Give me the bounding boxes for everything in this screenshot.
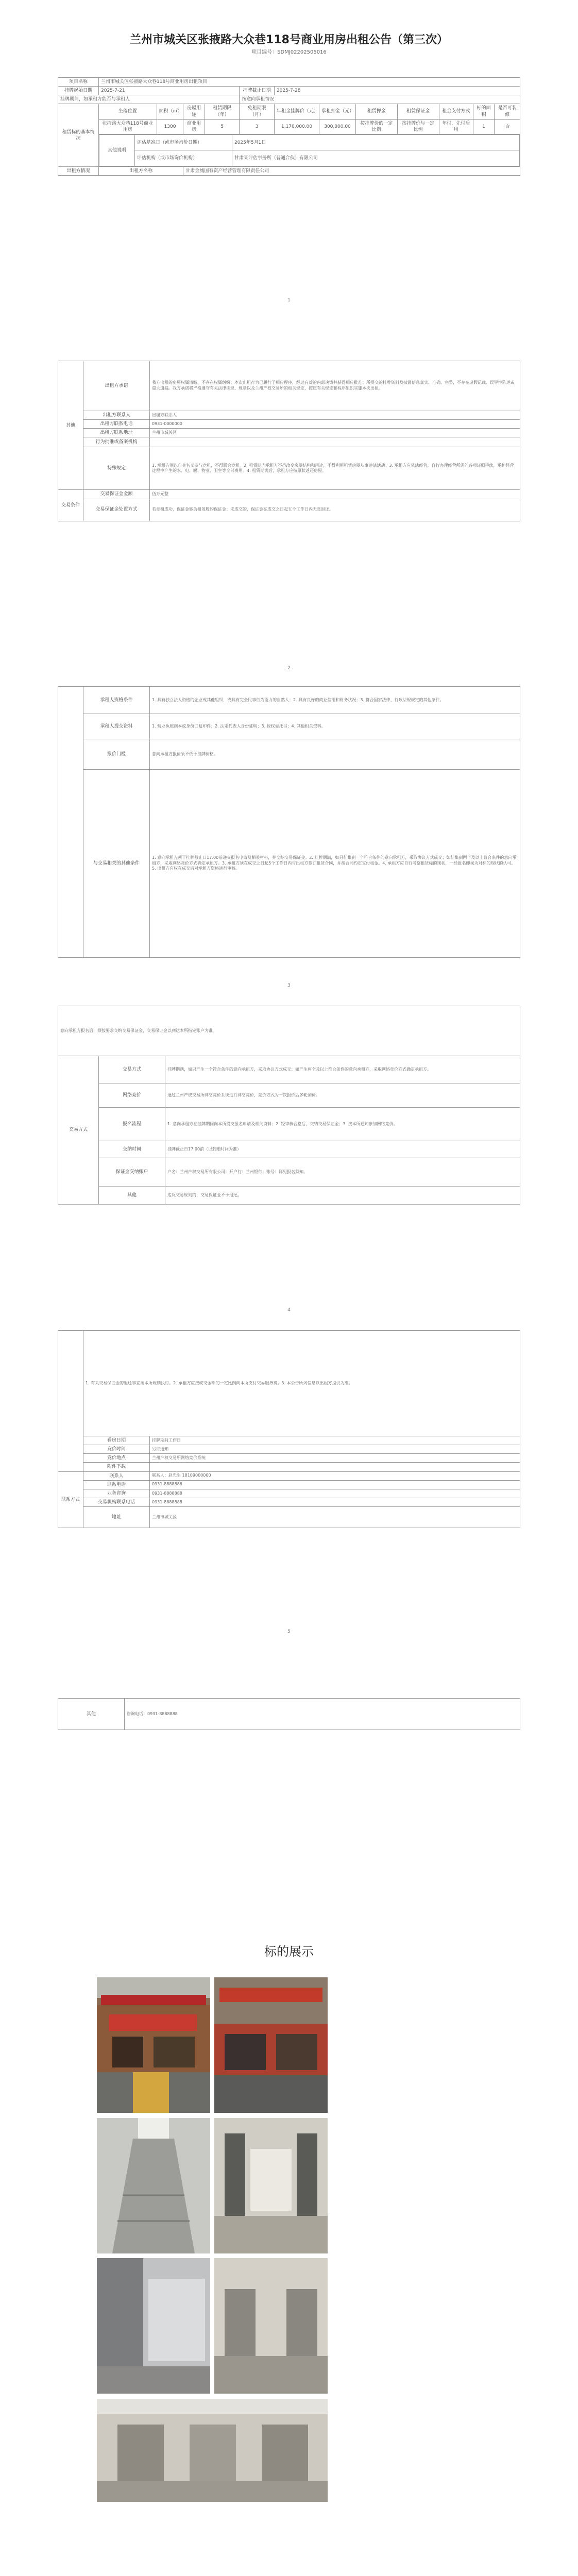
- row-value: 通过兰州产权交易所网络竞价系统进行网络竞价，竞价方式为一次报价后多轮加价。: [165, 1083, 520, 1108]
- office-image: [97, 2258, 210, 2394]
- row-label: 其他: [58, 1699, 125, 1730]
- page-number: 1: [287, 298, 291, 303]
- col-header: 坐落位置: [99, 104, 157, 119]
- row-label: 出租方承诺: [83, 361, 150, 411]
- side-label: [58, 1331, 83, 1472]
- row-value: 1. 营业执照副本或身份证复印件；2. 法定代表人身份证明；3. 授权委托书；4. 其他相关资料。: [150, 714, 520, 739]
- basic-label: 租赁标的基本情况: [58, 104, 99, 167]
- row-label: 交纳时间: [99, 1141, 165, 1158]
- table-cell: 5: [205, 119, 239, 134]
- col-header: 承租押金（元）: [319, 104, 356, 119]
- col-header: 租金支付方式: [439, 104, 473, 119]
- interior-image: [97, 2399, 328, 2502]
- page-number: 5: [287, 1629, 291, 1634]
- row-label: 行为批准或备案机构: [83, 437, 150, 447]
- row-label: 交易方式: [99, 1056, 165, 1083]
- start-date-label: 挂牌起始日期: [58, 87, 99, 95]
- side-label: [58, 687, 83, 958]
- assess-value: 甘肃某评估事务所（普通合伙）有限公司: [232, 150, 520, 166]
- row-value: 出租方联系人: [150, 411, 520, 420]
- table-cell: 按挂牌价的一定比例: [355, 119, 397, 134]
- photo-office-right: [214, 2258, 328, 2394]
- project-name: 兰州市城关区张掖路大众巷118号商业用房出租项目: [99, 78, 520, 87]
- photos-title: 标的展示: [264, 1944, 314, 1959]
- end-date: 2025-7-28: [274, 87, 520, 95]
- row-value: 挂牌期满，如只产生一个符合条件的意向承租方，采取协议方式成交；如产生两个及以上符合条件的意向承租方，采取网络竞价方式确定承租方。: [165, 1056, 520, 1083]
- row-value: 兰州产权交易所网络竞价系统: [150, 1454, 520, 1463]
- row-value: 兰州市城关区: [150, 1507, 520, 1528]
- row-value: 1. 有关交易保证金的退还事宜按本所规则执行。2. 承租方应按成交金额的一定比例向本所支付交易服务费。3. 本公告所列信息以出租方提供为准。: [83, 1331, 520, 1436]
- row-label: 竞价时间: [83, 1445, 150, 1454]
- table-cell: 300,000.00: [319, 119, 356, 134]
- row-label: 出租方联系电话: [83, 420, 150, 429]
- table-cell: 否: [495, 119, 520, 134]
- photo-interior: [97, 2399, 328, 2502]
- row-label: 联系电话: [83, 1480, 150, 1489]
- lessor-label: 挂牌期间，如承租方能否与承租人: [58, 95, 240, 104]
- row-label: 出租方联系地址: [83, 429, 150, 437]
- col-header: 租赁期限（年）: [205, 104, 239, 119]
- office-image: [214, 2258, 328, 2394]
- photo-storefront-right: [214, 1977, 328, 2113]
- row-label: 承租人提交资料: [83, 714, 150, 739]
- table-cell: 商业用房: [183, 119, 205, 134]
- row-label: 竞价地点: [83, 1454, 150, 1463]
- assess-label: 评估机构（或市场询价机构）: [135, 150, 232, 166]
- lessor-org-sub: 出租方名称: [99, 166, 183, 175]
- row-value: 另行通知: [150, 1445, 520, 1454]
- col-header: 年租金挂牌价（元）: [274, 104, 319, 119]
- page-title: 兰州市城关区张掖路大众巷118号商业用房出租公告（第三次）: [130, 33, 448, 46]
- row-label: 保证金交纳账户: [99, 1158, 165, 1187]
- row-value: 挂牌期间工作日: [150, 1436, 520, 1445]
- basic-info-table: [58, 77, 520, 176]
- row-value: [150, 1463, 520, 1471]
- col-header: 标的面积: [473, 104, 495, 119]
- start-date: 2025-7-21: [99, 87, 240, 95]
- notes-label: 其他说明: [99, 134, 135, 166]
- trading-table: [58, 1006, 520, 1205]
- row-value: 伍万元整: [150, 490, 520, 499]
- row-label: 联系人: [83, 1471, 150, 1480]
- end-date-label: 挂牌截止日期: [240, 87, 274, 95]
- row-label: 报名流程: [99, 1108, 165, 1141]
- photo-stairs: [97, 2118, 210, 2253]
- storefront-image: [97, 1977, 210, 2113]
- row-value: 挂牌截止日17:00前（以到账时间为准）: [165, 1141, 520, 1158]
- page-number: 2: [287, 666, 291, 671]
- lessor-org-label: 出租方情况: [58, 166, 99, 175]
- row-value: 意向承租方报价须不低于挂牌价格。: [150, 739, 520, 770]
- row-label: 交易保证金金额: [83, 490, 150, 499]
- row-label: 承租人资格条件: [83, 687, 150, 714]
- row-value: 违反交易规则的，交易保证金不予退还。: [165, 1187, 520, 1205]
- row-label: 地址: [83, 1507, 150, 1528]
- col-header: 是否可装修: [495, 104, 520, 119]
- row-value: 咨询电话：0931-8888888: [125, 1699, 520, 1730]
- page-number: 3: [287, 983, 291, 988]
- table-cell: 1,170,000.00: [274, 119, 319, 134]
- row-value: 联系人：赵先生 18109000000: [150, 1471, 520, 1480]
- row-value: 若竞租成功，保证金转为租赁履约保证金；未成交的，保证金在成交之日起五个工作日内无息退还。: [150, 499, 520, 521]
- row-value: 0931-8888888: [150, 1480, 520, 1489]
- table-cell: 1300: [157, 119, 183, 134]
- table-cell: 1: [473, 119, 495, 134]
- row-label: 报价门槛: [83, 739, 150, 770]
- side-label: 交易条件: [58, 490, 83, 521]
- corridor-image: [214, 2118, 328, 2253]
- row-value: 1. 意向承租方在挂牌期间向本所提交报名申请及相关资料；2. 经审核合格后，交纳交易保证金；3. 按本所通知参加网络竞价。: [165, 1108, 520, 1141]
- col-header: 房屋用途: [183, 104, 205, 119]
- table-cell: 年付，先付后用: [439, 119, 473, 134]
- row-label: 附件下载: [83, 1463, 150, 1471]
- row-value: 1. 具有独立法人资格的企业或其他组织，或具有完全民事行为能力的自然人；2. 具有良好的商业信用和财务状况；3. 符合国家法律、行政法规规定的其他条件。: [150, 687, 520, 714]
- row-value: 户名：兰州产权交易所有限公司；开户行：兰州银行；账号：详见报名须知。: [165, 1158, 520, 1187]
- photo-corridor: [214, 2118, 328, 2253]
- reg-value: 2025年5月1日: [232, 134, 520, 150]
- row-label: 与交易相关的其他条件: [83, 770, 150, 958]
- project-name-label: 项目名称: [58, 78, 99, 87]
- row-label: 特殊规定: [83, 447, 150, 490]
- row-value: 1. 承租方须以自身名义参与竞租，不得联合竞租。2. 租赁期内承租方不得改变房屋结构和用途，不得利用租赁房屋从事违法活动。3. 承租方应依法经营，自行办理经营所需的各项证照手续，承担经营过程中产生的水、电、暖、物业、卫生等全部费用。4. 租赁期满后，承租方应按原状返还房屋。: [150, 447, 520, 490]
- row-label: 交易保证金处置方式: [83, 499, 150, 521]
- row-label: 其他: [99, 1187, 165, 1205]
- table-cell: 按挂牌价与一定比例: [397, 119, 439, 134]
- col-header: 租赁保证金: [397, 104, 439, 119]
- qualification-table: [58, 686, 520, 958]
- row-label: 交易机构联系电话: [83, 1498, 150, 1506]
- table-cell: 3: [240, 119, 274, 134]
- row-value: [150, 437, 520, 447]
- reg-label: 评估基准日（或市场询价日期）: [135, 134, 232, 150]
- row-value: 我方出租的房屋权属清晰，不存在权属纠纷；本次出租行为已履行了相应程序，经过有效的内部决策并获得相应批准；所提交的挂牌资料及披露信息真实、准确、完整，不存在虚假记载、误导性陈述或重大遗漏。我方承诺将严格遵守有关法律法规、规章以及兰州产权交易所的相关规定，按照有关规定和程序组织实施本次出租。: [150, 361, 520, 411]
- row-value: 0931-8888888: [150, 1498, 520, 1506]
- row-value: 1. 意向承租方须于挂牌截止日17:00前递交报名申请及相关材料，并交纳交易保证金。2. 挂牌期满，如只征集到一个符合条件的意向承租方，采取协议方式成交；如征集到两个及以上符合条件的意向承租方，采取网络竞价方式确定承租方。3. 承租方须在成交之日起5个工作日内与出租方签订租赁合同，并按合同约定支付租金。4. 承租方应自行考察租赁标的现状，一经报名即视为对标的现状的认可。5. 出租方有权在成交后对承租方资格进行审核。: [150, 770, 520, 958]
- side-label: 联系方式: [58, 1471, 83, 1528]
- project-number: 项目编号：SDMJ02202505016: [251, 49, 327, 55]
- photo-office-left: [97, 2258, 210, 2394]
- col-header: 免租期限（月）: [240, 104, 274, 119]
- col-header: 租赁押金: [355, 104, 397, 119]
- row-label: 出租方联系人: [83, 411, 150, 420]
- page-number: 4: [287, 1308, 291, 1313]
- storefront-image: [214, 1977, 328, 2113]
- side-label: 其他: [58, 361, 83, 490]
- row-label: 业务咨询: [83, 1489, 150, 1498]
- lessor-value: 按意向承租情况: [240, 95, 520, 104]
- other-table: [58, 1698, 520, 1730]
- row-value: 0931-8888888: [150, 1489, 520, 1498]
- table-cell: 张掖路大众巷118号商业用房: [99, 119, 157, 134]
- pre-text: 意向承租方报名后，须按要求交纳交易保证金，交易保证金以到达本所指定账户为准。: [58, 1006, 520, 1056]
- row-value: 兰州市城关区: [150, 429, 520, 437]
- row-label: 网络竞价: [99, 1083, 165, 1108]
- lessor-info-table: [58, 361, 520, 521]
- side-label: 交易方式: [58, 1056, 99, 1205]
- contact-table: [58, 1330, 520, 1528]
- photo-storefront-left: [97, 1977, 210, 2113]
- row-label: 看房日期: [83, 1436, 150, 1445]
- col-header: 面积（㎡）: [157, 104, 183, 119]
- stairs-image: [97, 2118, 210, 2253]
- lessor-org-value: 甘肃金城国有资产经营管理有限责任公司: [183, 166, 520, 175]
- row-value: 0931-0000000: [150, 420, 520, 429]
